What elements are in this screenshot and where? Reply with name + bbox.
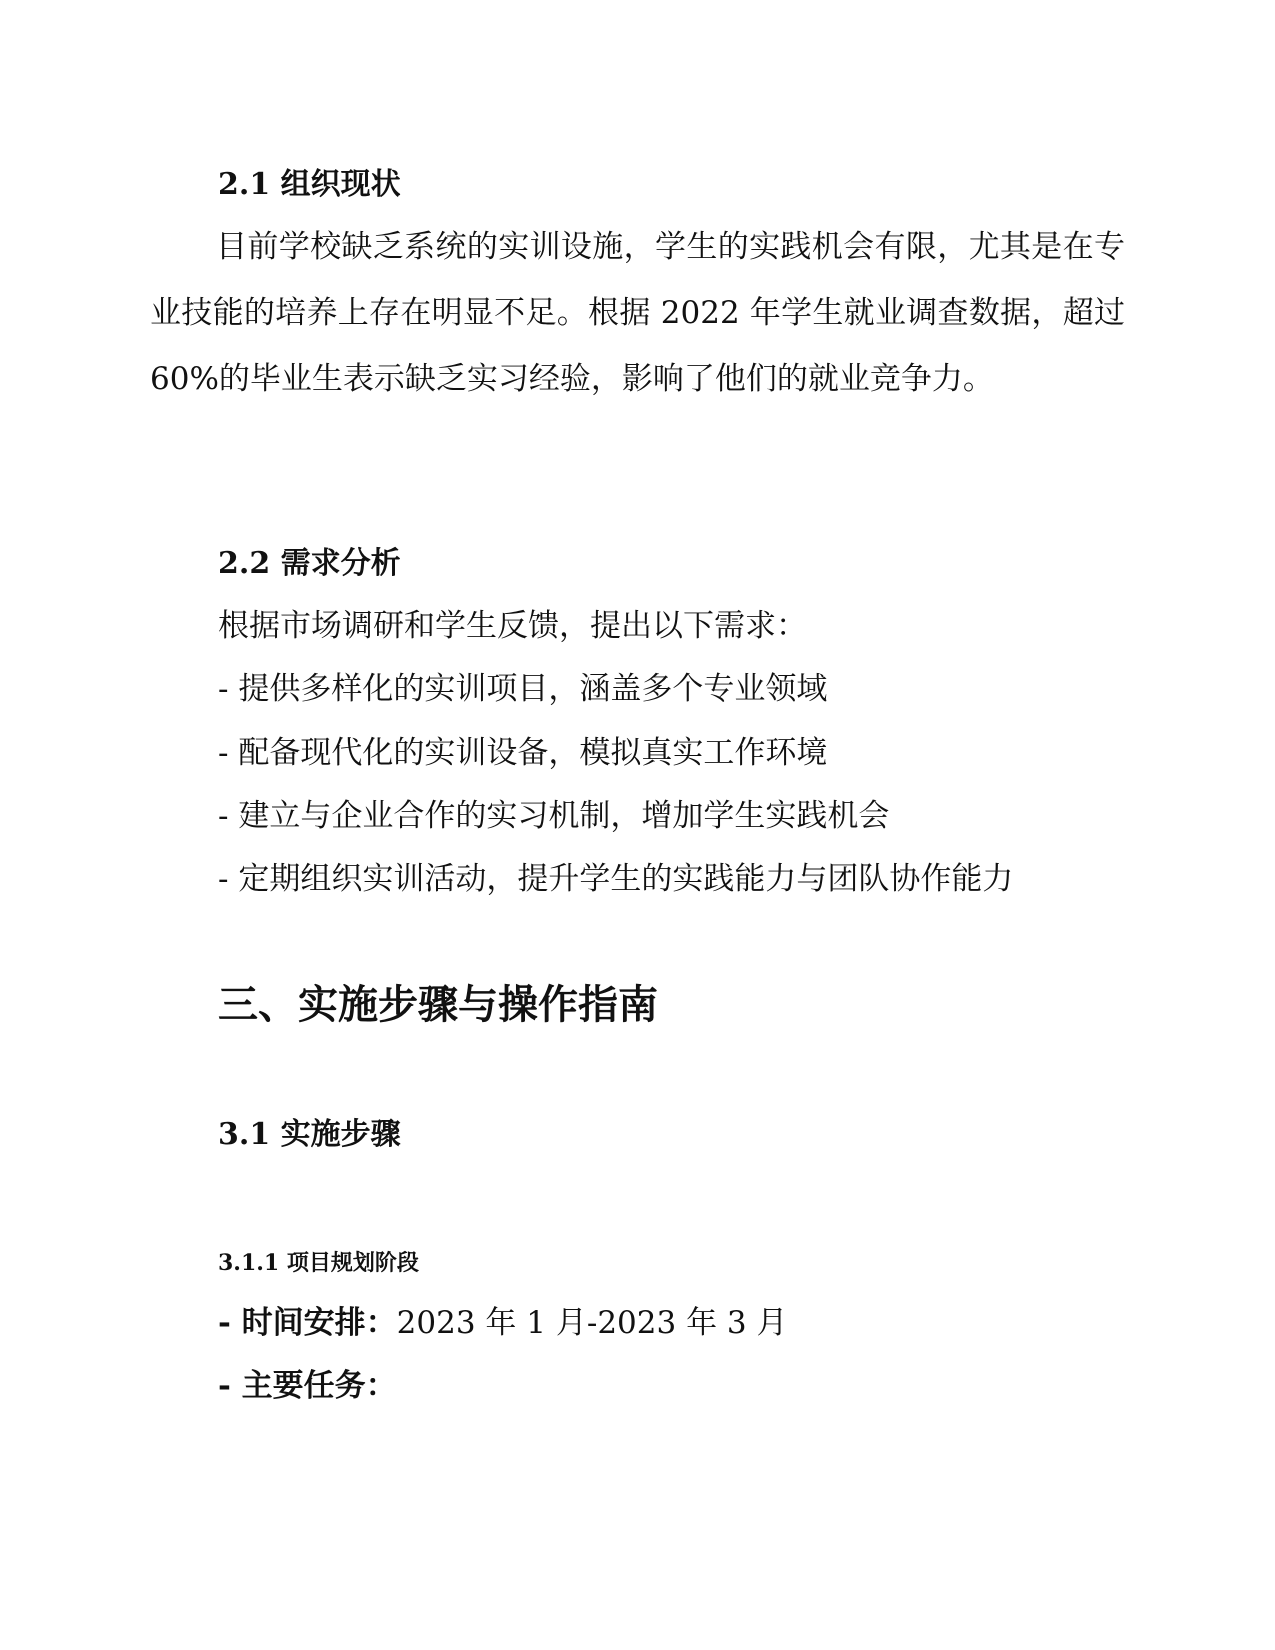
list-item: - 提供多样化的实训项目，涵盖多个专业领域 — [218, 671, 828, 707]
section-2-2-intro: 根据市场调研和学生反馈，提出以下需求： — [218, 608, 807, 644]
section-2-2-heading: 2.2 需求分析 — [218, 546, 401, 581]
list-item: - 配备现代化的实训设备，模拟真实工作环境 — [218, 735, 828, 771]
section-3-1-heading: 3.1 实施步骤 — [218, 1117, 401, 1152]
list-item: - 定期组织实训活动，提升学生的实践能力与团队协作能力 — [218, 861, 1014, 897]
section-2-1-heading: 2.1 组织现状 — [218, 167, 401, 202]
section-2-1-paragraph: 目前学校缺乏系统的实训设施，学生的实践机会有限，尤其是在专业技能的培养上存在明显不足。根据 2022 年学生就业调查数据，超过 60%的毕业生表示缺乏实习经验，影响了他们的就业竞争力。 — [150, 229, 1125, 397]
section-3-1-1-heading: 3.1.1 项目规划阶段 — [218, 1250, 419, 1276]
chapter-3-heading: 三、实施步骤与操作指南 — [218, 981, 658, 1028]
schedule-line — [218, 1303, 788, 1343]
list-item: - 建立与企业合作的实习机制，增加学生实践机会 — [218, 798, 890, 834]
schedule-value: 2023 年 1 月-2023 年 3 月 — [396, 1305, 788, 1341]
tasks-label: - 主要任务： — [218, 1368, 397, 1404]
schedule-label: - 时间安排： — [218, 1305, 397, 1341]
